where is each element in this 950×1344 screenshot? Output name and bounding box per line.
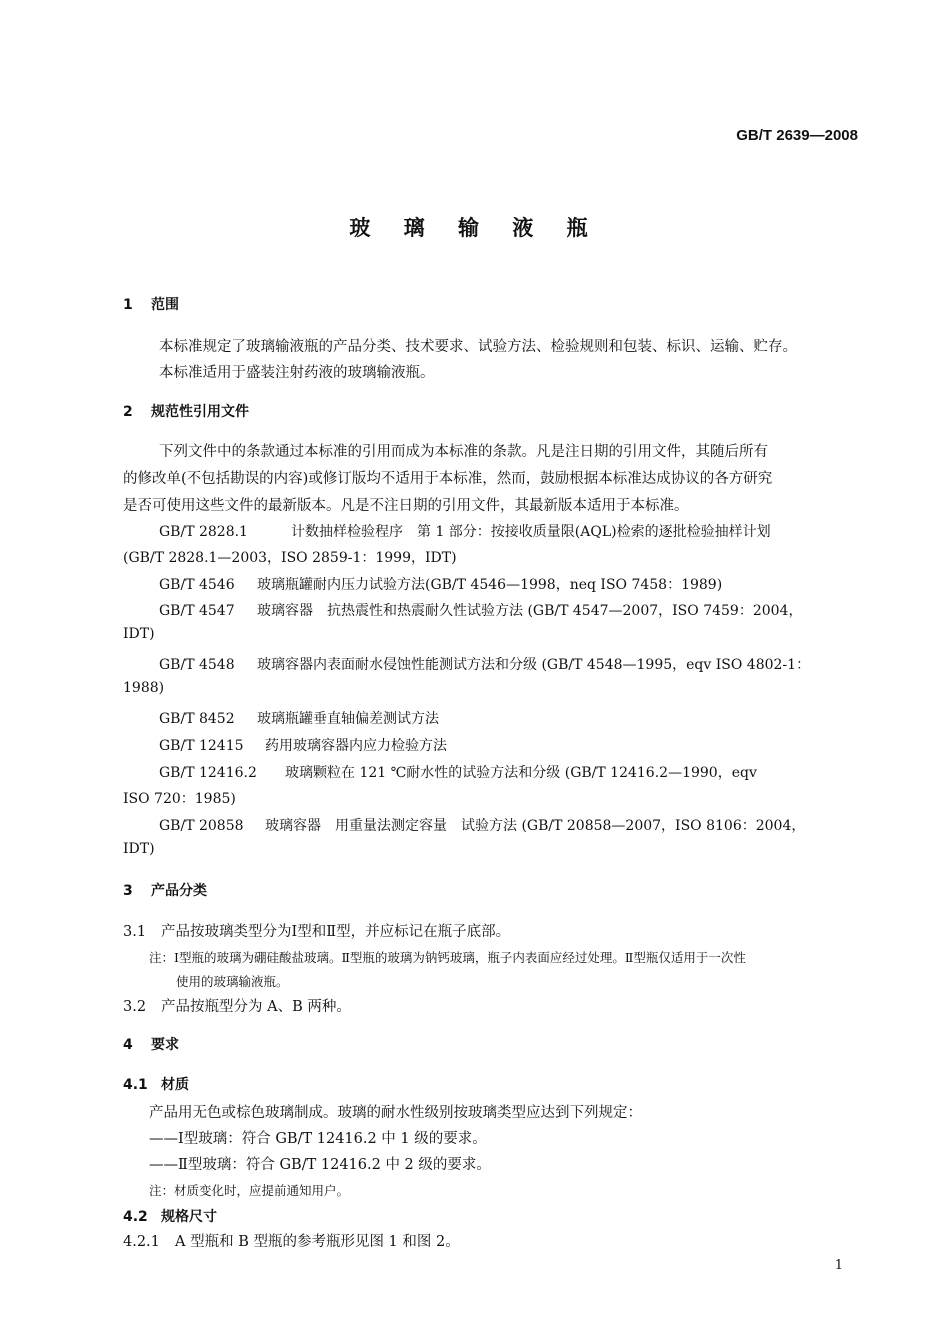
- reference-item: [159, 735, 447, 755]
- clause-4-1-heading: [123, 1074, 189, 1094]
- standard-number: GB/T 2639—2008: [736, 127, 858, 144]
- reference-item: [159, 815, 805, 835]
- reference-text: 计数抽样检验程序 第 1 部分：按接收质量限(AQL)检索的逐批检验抽样计划: [291, 524, 771, 540]
- page-number: 1: [834, 1258, 843, 1273]
- section-title: 要求: [151, 1037, 179, 1053]
- reference-text: 玻璃容器内表面耐水侵蚀性能测试方法和分级 (GB/T 4548—1995，eqv ISO 4802-1：: [257, 657, 811, 673]
- section-number: 3: [123, 883, 133, 899]
- clause-4-2-heading: [123, 1206, 217, 1226]
- reference-item: [159, 521, 771, 541]
- clause-text: A 型瓶和 B 型瓶的参考瓶形见图 1 和图 2。: [175, 1234, 460, 1250]
- list-item: ——Ⅰ型玻璃：符合 GB/T 12416.2 中 1 级的要求。: [149, 1131, 487, 1147]
- reference-code: GB/T 12416.2: [159, 765, 257, 781]
- section-1-heading: [123, 294, 179, 314]
- section-number: 1: [123, 297, 133, 313]
- note-line-2: 使用的玻璃输液瓶。: [176, 974, 289, 989]
- reference-text: 玻璃容器 用重量法测定容量 试验方法 (GB/T 20858—2007，ISO 8106：2004，: [265, 818, 806, 834]
- clause-number: 4.1: [123, 1077, 148, 1093]
- reference-item: [159, 708, 439, 728]
- reference-continuation: 1988): [123, 680, 165, 696]
- clause-4-1-paragraph: 产品用无色或棕色玻璃制成。玻璃的耐水性级别按玻璃类型应达到下列规定：: [149, 1105, 642, 1121]
- clause-number: 3.2: [123, 999, 147, 1015]
- clause-number: 4.2: [123, 1209, 148, 1225]
- document-title: 玻 璃 输 液 瓶: [349, 215, 601, 240]
- reference-code: GB/T 4546: [159, 577, 235, 593]
- reference-code: GB/T 4547: [159, 603, 235, 619]
- section-2-intro-line-2: 的修改单(不包括勘误的内容)或修订版均不适用于本标准，然而，鼓励根据本标准达成协议的各方研究: [123, 471, 773, 487]
- reference-continuation: ISO 720：1985): [123, 791, 236, 807]
- clause-number: 4.2.1: [123, 1234, 160, 1250]
- section-3-heading: [123, 880, 207, 900]
- section-2-heading: [123, 401, 249, 421]
- clause-title: 材质: [161, 1077, 189, 1093]
- reference-code: GB/T 4548: [159, 657, 235, 673]
- reference-code: GB/T 12415: [159, 738, 244, 754]
- clause-3-2: [123, 995, 351, 1016]
- reference-text: 玻璃瓶罐垂直轴偏差测试方法: [257, 711, 439, 727]
- section-2-intro-line-3: 是否可使用这些文件的最新版本。凡是不注日期的引用文件，其最新版本适用于本标准。: [123, 498, 689, 514]
- section-1-paragraph-1: 本标准规定了玻璃输液瓶的产品分类、技术要求、试验方法、检验规则和包装、标识、运输、贮存。: [159, 339, 797, 355]
- reference-text: 药用玻璃容器内应力检验方法: [265, 738, 447, 754]
- section-2-intro-line-1: 下列文件中的条款通过本标准的引用而成为本标准的条款。凡是注日期的引用文件，其随后所有: [159, 444, 768, 460]
- reference-code: GB/T 2828.1: [159, 524, 248, 540]
- section-title: 范围: [151, 297, 179, 313]
- note: 注：材质变化时，应提前通知用户。: [149, 1183, 350, 1198]
- clause-text: 产品按玻璃类型分为Ⅰ型和Ⅱ型，并应标记在瓶子底部。: [161, 924, 511, 940]
- section-4-heading: [123, 1034, 179, 1054]
- clause-number: 3.1: [123, 924, 147, 940]
- reference-text: 玻璃瓶罐耐内压力试验方法(GB/T 4546—1998，neq ISO 7458：1989): [257, 577, 723, 593]
- section-title: 规范性引用文件: [151, 404, 249, 420]
- reference-continuation: IDT): [123, 841, 155, 857]
- reference-continuation: (GB/T 2828.1—2003，ISO 2859-1：1999，IDT): [123, 550, 457, 566]
- list-item: ——Ⅱ型玻璃：符合 GB/T 12416.2 中 2 级的要求。: [149, 1157, 491, 1173]
- reference-code: GB/T 8452: [159, 711, 235, 727]
- clause-title: 规格尺寸: [161, 1209, 217, 1225]
- section-title: 产品分类: [151, 883, 207, 899]
- reference-text: 玻璃容器 抗热震性和热震耐久性试验方法 (GB/T 4547—2007，ISO 7459：2004，: [257, 603, 803, 619]
- reference-item: [159, 600, 802, 620]
- clause-4-2-1: [123, 1230, 460, 1251]
- reference-item: [159, 762, 757, 782]
- note-line-1: 注：Ⅰ型瓶的玻璃为硼硅酸盐玻璃。Ⅱ型瓶的玻璃为钠钙玻璃，瓶子内表面应经过处理。Ⅱ型瓶仅适用于一次性: [149, 950, 746, 965]
- section-number: 2: [123, 404, 133, 420]
- reference-item: [159, 574, 722, 594]
- clause-3-1: [123, 920, 510, 941]
- reference-text: 玻璃颗粒在 121 ℃耐水性的试验方法和分级 (GB/T 12416.2—1990，eqv: [285, 765, 757, 781]
- reference-code: GB/T 20858: [159, 818, 244, 834]
- reference-item: [159, 654, 810, 674]
- section-1-paragraph-2: 本标准适用于盛装注射药液的玻璃输液瓶。: [159, 365, 435, 381]
- clause-text: 产品按瓶型分为 A、B 两种。: [161, 999, 351, 1015]
- section-number: 4: [123, 1037, 133, 1053]
- reference-continuation: IDT): [123, 626, 155, 642]
